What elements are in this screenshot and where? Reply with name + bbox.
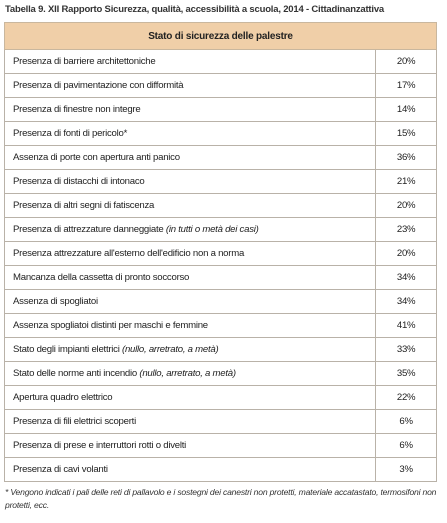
row-value: 41% bbox=[376, 314, 437, 338]
table-row bbox=[5, 242, 437, 266]
row-value: 23% bbox=[376, 218, 437, 242]
row-label: Presenza di attrezzature danneggiate bbox=[13, 224, 166, 235]
row-value: 22% bbox=[376, 386, 437, 410]
row-label-cell bbox=[5, 362, 376, 386]
row-label-cell bbox=[5, 410, 376, 434]
row-value: 17% bbox=[376, 74, 437, 98]
footnote: * Vengono indicati i pali delle reti di pallavolo e i sostegni dei canestri non protetti, materiale accatastato, termosifoni non protetti, ecc. bbox=[5, 487, 437, 510]
row-value: 34% bbox=[376, 266, 437, 290]
table-row bbox=[5, 50, 437, 74]
table-row bbox=[5, 170, 437, 194]
safety-table bbox=[4, 22, 437, 482]
table-row bbox=[5, 410, 437, 434]
table-row bbox=[5, 362, 437, 386]
row-label-cell bbox=[5, 338, 376, 362]
table-row bbox=[5, 146, 437, 170]
table-container bbox=[4, 22, 437, 482]
row-value: 20% bbox=[376, 242, 437, 266]
row-label-cell bbox=[5, 290, 376, 314]
table-row bbox=[5, 338, 437, 362]
table-body bbox=[5, 50, 437, 482]
row-label: Presenza attrezzature all'esterno dell'edificio non a norma bbox=[13, 248, 245, 259]
row-value: 34% bbox=[376, 290, 437, 314]
row-label-cell bbox=[5, 122, 376, 146]
row-label-cell bbox=[5, 266, 376, 290]
row-label: Stato delle norme anti incendio bbox=[13, 368, 140, 379]
row-value: 35% bbox=[376, 362, 437, 386]
row-label-cell bbox=[5, 146, 376, 170]
row-value: 20% bbox=[376, 50, 437, 74]
caption-label: Tabella 9. bbox=[5, 4, 46, 15]
row-label: Stato degli impianti elettrici bbox=[13, 344, 123, 355]
row-label-cell bbox=[5, 242, 376, 266]
table-row bbox=[5, 434, 437, 458]
row-label-cell bbox=[5, 434, 376, 458]
table-header: Stato di sicurezza delle palestre bbox=[5, 23, 437, 50]
row-value: 6% bbox=[376, 434, 437, 458]
row-label: Apertura quadro elettrico bbox=[13, 392, 113, 403]
table-row bbox=[5, 458, 437, 482]
table-row bbox=[5, 290, 437, 314]
row-note: (nullo, arretrato, a metà) bbox=[139, 368, 236, 379]
row-value: 36% bbox=[376, 146, 437, 170]
table-caption bbox=[5, 4, 442, 16]
row-label: Presenza di prese e interruttori rotti o divelti bbox=[13, 440, 187, 451]
row-value: 3% bbox=[376, 458, 437, 482]
row-label-cell bbox=[5, 458, 376, 482]
table-row bbox=[5, 98, 437, 122]
table-row bbox=[5, 386, 437, 410]
row-label: Presenza di finestre non integre bbox=[13, 104, 141, 115]
row-label: Presenza di fili elettrici scoperti bbox=[13, 416, 136, 427]
row-label-cell bbox=[5, 50, 376, 74]
row-value: 20% bbox=[376, 194, 437, 218]
row-label-cell bbox=[5, 194, 376, 218]
row-value: 21% bbox=[376, 170, 437, 194]
row-label-cell bbox=[5, 170, 376, 194]
row-label: Presenza di barriere architettoniche bbox=[13, 56, 156, 67]
row-value: 6% bbox=[376, 410, 437, 434]
table-row bbox=[5, 314, 437, 338]
row-value: 15% bbox=[376, 122, 437, 146]
table-row bbox=[5, 218, 437, 242]
caption-title: XII Rapporto Sicurezza, qualità, accessibilità a scuola, 2014 - Cittadinanzattiva bbox=[48, 4, 384, 15]
row-label: Presenza di pavimentazione con difformità bbox=[13, 80, 184, 91]
table-header-row bbox=[5, 23, 437, 50]
row-note: (nullo, arretrato, a metà) bbox=[122, 344, 219, 355]
row-value: 14% bbox=[376, 98, 437, 122]
row-note: (in tutti o metà dei casi) bbox=[165, 224, 259, 235]
row-label: Presenza di altri segni di fatiscenza bbox=[13, 200, 155, 211]
table-row bbox=[5, 194, 437, 218]
table-row bbox=[5, 122, 437, 146]
row-label: Presenza di cavi volanti bbox=[13, 464, 108, 475]
row-value: 33% bbox=[376, 338, 437, 362]
row-label: Presenza di fonti di pericolo* bbox=[13, 128, 128, 139]
row-label: Assenza di porte con apertura anti panico bbox=[13, 152, 180, 163]
row-label-cell bbox=[5, 98, 376, 122]
row-label-cell bbox=[5, 218, 376, 242]
table-row bbox=[5, 266, 437, 290]
row-label-cell bbox=[5, 386, 376, 410]
row-label: Mancanza della cassetta di pronto soccorso bbox=[13, 272, 190, 283]
table-row bbox=[5, 74, 437, 98]
row-label: Assenza di spogliatoi bbox=[13, 296, 98, 307]
row-label: Assenza spogliatoi distinti per maschi e femmine bbox=[13, 320, 208, 331]
row-label: Presenza di distacchi di intonaco bbox=[13, 176, 145, 187]
row-label-cell bbox=[5, 74, 376, 98]
row-label-cell bbox=[5, 314, 376, 338]
